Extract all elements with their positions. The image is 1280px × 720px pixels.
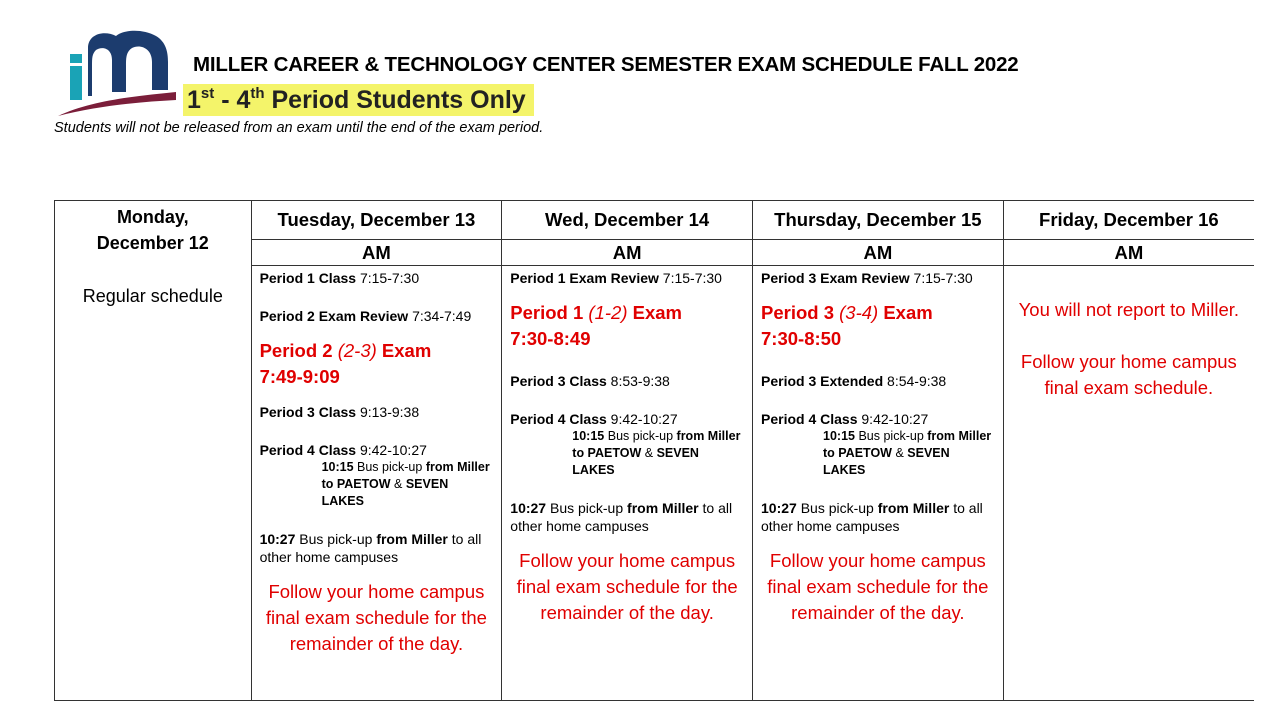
monday-column bbox=[55, 201, 252, 701]
friday-column bbox=[1003, 266, 1254, 701]
thursday-period3-review: Period 3 Exam Review 7:15-7:30 bbox=[761, 270, 973, 286]
friday-heading: Friday, December 16 bbox=[1003, 201, 1254, 240]
wednesday-period1-review: Period 1 Exam Review 7:15-7:30 bbox=[510, 270, 722, 286]
friday-follow-note: Follow your home campus final exam schedule. bbox=[1020, 351, 1237, 398]
tuesday-heading: Tuesday, December 13 bbox=[251, 201, 502, 240]
thursday-follow-note: Follow your home campus final exam schedule for the remainder of the day. bbox=[767, 550, 989, 623]
release-note: Students will not be released from an exam until the end of the exam period. bbox=[54, 120, 544, 136]
monday-regular-schedule: Regular schedule bbox=[82, 286, 223, 306]
document-title: MILLER CAREER & TECHNOLOGY CENTER SEMESTER EXAM SCHEDULE FALL 2022 bbox=[193, 53, 1019, 76]
wednesday-bus-1015: 10:15 Bus pick-up from Miller to PAETOW & SEVEN LAKES bbox=[572, 429, 741, 477]
wednesday-follow-note: Follow your home campus final exam schedule for the remainder of the day. bbox=[516, 550, 738, 623]
period-students-subtitle: 1st - 4th Period Students Only bbox=[183, 84, 534, 116]
tuesday-bus-1027: 10:27 Bus pick-up from Miller to all other home campuses bbox=[259, 531, 482, 565]
wednesday-exam: Period 1 (1-2) Exam bbox=[510, 302, 682, 323]
tuesday-exam-time: 7:49-9:09 bbox=[259, 366, 340, 387]
thursday-column bbox=[753, 266, 1004, 701]
tuesday-column bbox=[251, 266, 502, 701]
thursday-exam: Period 3 (3-4) Exam bbox=[761, 302, 933, 323]
wednesday-bus-1027: 10:27 Bus pick-up from Miller to all other home campuses bbox=[510, 500, 733, 534]
friday-session: AM bbox=[1003, 240, 1254, 266]
tuesday-period1-class: Period 1 Class 7:15-7:30 bbox=[259, 270, 420, 286]
wednesday-heading: Wed, December 14 bbox=[502, 201, 753, 240]
thursday-heading: Thursday, December 15 bbox=[753, 201, 1004, 240]
monday-heading-line2: December 12 bbox=[96, 233, 209, 253]
monday-heading-line1: Monday, bbox=[116, 207, 189, 227]
tuesday-exam: Period 2 (2-3) Exam bbox=[259, 340, 432, 361]
miller-logo bbox=[52, 26, 180, 118]
tuesday-session: AM bbox=[251, 240, 502, 266]
wednesday-exam-time: 7:30-8:49 bbox=[510, 328, 591, 349]
thursday-bus-1027: 10:27 Bus pick-up from Miller to all other home campuses bbox=[761, 500, 983, 534]
friday-no-report: You will not report to Miller. bbox=[1018, 299, 1240, 320]
thursday-period3-extended: Period 3 Extended 8:54-9:38 bbox=[761, 373, 947, 389]
tuesday-period3-class: Period 3 Class 9:13-9:38 bbox=[259, 404, 420, 420]
wednesday-column bbox=[502, 266, 753, 701]
thursday-exam-time: 7:30-8:50 bbox=[761, 328, 842, 349]
tuesday-follow-note: Follow your home campus final exam schedule for the remainder of the day. bbox=[265, 581, 487, 654]
thursday-period4-class: Period 4 Class 9:42-10:27 bbox=[761, 411, 929, 427]
tuesday-bus-1015: 10:15 Bus pick-up from Miller to PAETOW & SEVEN LAKES bbox=[321, 460, 490, 508]
wednesday-period4-class: Period 4 Class 9:42-10:27 bbox=[510, 411, 678, 427]
thursday-session: AM bbox=[753, 240, 1004, 266]
wednesday-period3-class: Period 3 Class 8:53-9:38 bbox=[510, 373, 670, 389]
exam-schedule-table bbox=[54, 200, 1254, 701]
thursday-bus-1015: 10:15 Bus pick-up from Miller to PAETOW & SEVEN LAKES bbox=[823, 429, 992, 477]
wednesday-session: AM bbox=[502, 240, 753, 266]
tuesday-period2-review: Period 2 Exam Review 7:34-7:49 bbox=[259, 308, 472, 324]
tuesday-period4-class: Period 4 Class 9:42-10:27 bbox=[259, 442, 427, 458]
